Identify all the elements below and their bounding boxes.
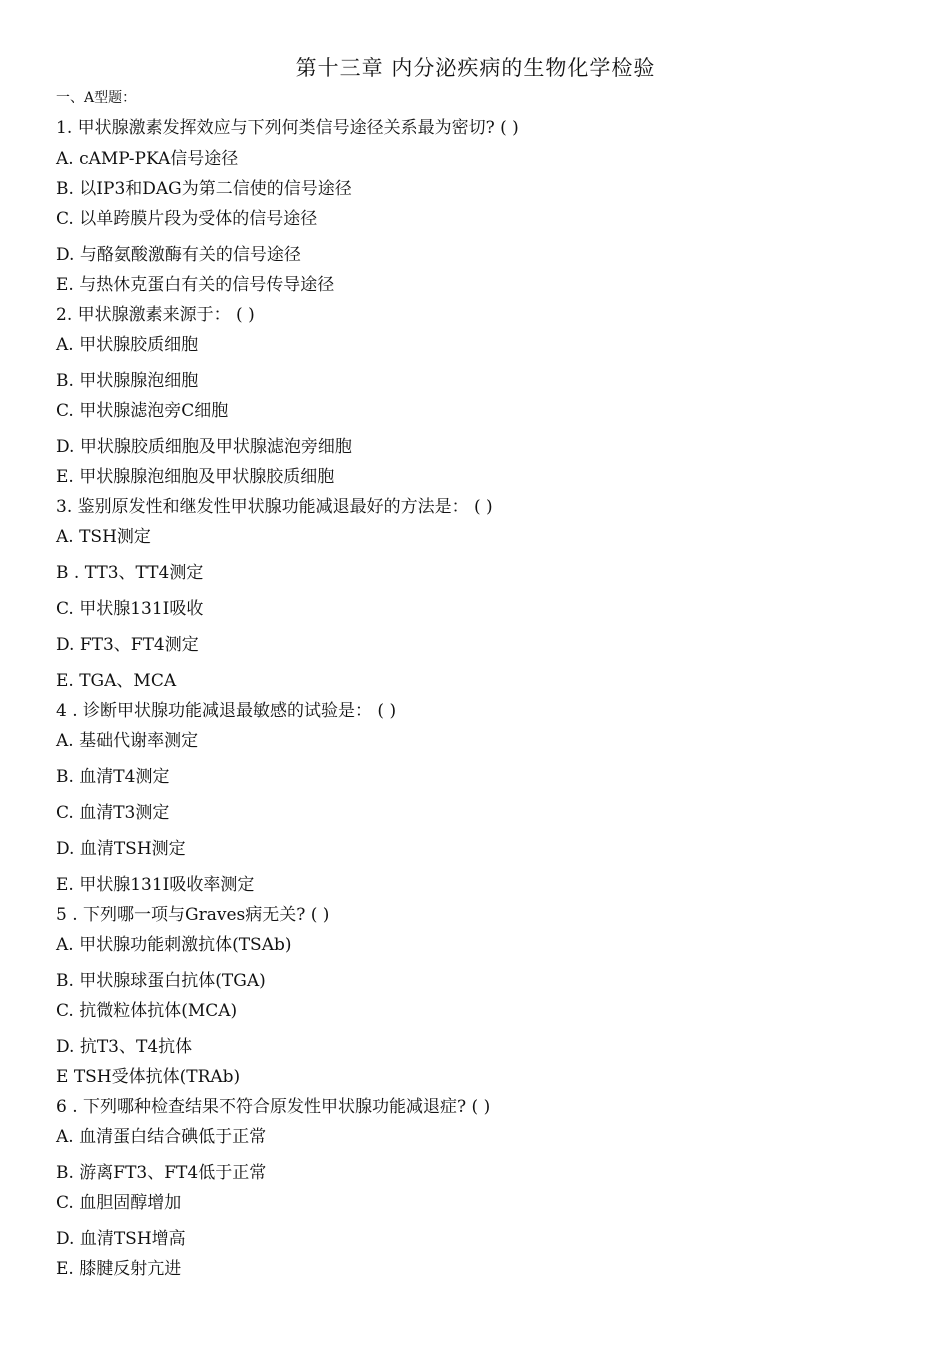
- question-5: 5 . 下列哪一项与Graves病无关? ( ): [56, 905, 330, 925]
- q2-option-a: A. 甲状腺胶质细胞: [56, 335, 199, 355]
- q4-option-b: B. 血清T4测定: [56, 767, 170, 787]
- question-1: 1. 甲状腺激素发挥效应与下列何类信号途径关系最为密切? ( ): [56, 118, 519, 138]
- q4-option-e: E. 甲状腺131I吸收率测定: [56, 875, 255, 895]
- question-6: 6 . 下列哪种检查结果不符合原发性甲状腺功能减退症? ( ): [56, 1097, 491, 1117]
- q6-option-d: D. 血清TSH增高: [56, 1229, 186, 1249]
- q5-option-a: A. 甲状腺功能刺激抗体(TSAb): [56, 935, 292, 955]
- q1-option-c: C. 以单跨膜片段为受体的信号途径: [56, 209, 318, 229]
- q1-option-e: E. 与热休克蛋白有关的信号传导途径: [56, 275, 335, 295]
- question-3: 3. 鉴别原发性和继发性甲状腺功能减退最好的方法是： ( ): [56, 497, 493, 517]
- q5-option-b: B. 甲状腺球蛋白抗体(TGA): [56, 971, 266, 991]
- q2-option-e: E. 甲状腺腺泡细胞及甲状腺胶质细胞: [56, 467, 335, 487]
- q6-option-e: E. 膝腱反射亢进: [56, 1259, 182, 1279]
- q5-option-d: D. 抗T3、T4抗体: [56, 1037, 193, 1057]
- q1-option-a: A. cAMP-PKA信号途径: [56, 149, 239, 169]
- q5-option-c: C. 抗微粒体抗体(MCA): [56, 1001, 238, 1021]
- question-2: 2. 甲状腺激素来源于： ( ): [56, 305, 255, 325]
- q2-option-d: D. 甲状腺胶质细胞及甲状腺滤泡旁细胞: [56, 437, 352, 457]
- q3-option-d: D. FT3、FT4测定: [56, 635, 199, 655]
- page-title: 第十三章 内分泌疾病的生物化学检验: [295, 56, 656, 80]
- q1-option-d: D. 与酪氨酸激酶有关的信号途径: [56, 245, 301, 265]
- q3-option-c: C. 甲状腺131I吸收: [56, 599, 204, 619]
- q1-option-b: B. 以IP3和DAG为第二信使的信号途径: [56, 179, 352, 199]
- question-4: 4 . 诊断甲状腺功能减退最敏感的试验是： ( ): [56, 701, 397, 721]
- q4-option-d: D. 血清TSH测定: [56, 839, 186, 859]
- q2-option-c: C. 甲状腺滤泡旁C细胞: [56, 401, 229, 421]
- q3-option-b: B . TT3、TT4测定: [56, 563, 204, 583]
- q6-option-a: A. 血清蛋白结合碘低于正常: [56, 1127, 267, 1147]
- q4-option-c: C. 血清T3测定: [56, 803, 170, 823]
- q6-option-b: B. 游离FT3、FT4低于正常: [56, 1163, 267, 1183]
- section-heading: 一、A型题：: [56, 90, 137, 106]
- q4-option-a: A. 基础代谢率测定: [56, 731, 199, 751]
- q2-option-b: B. 甲状腺腺泡细胞: [56, 371, 199, 391]
- q6-option-c: C. 血胆固醇增加: [56, 1193, 182, 1213]
- q3-option-e: E. TGA、MCA: [56, 671, 177, 691]
- q5-option-e: E TSH受体抗体(TRAb): [56, 1067, 241, 1087]
- q3-option-a: A. TSH测定: [56, 527, 151, 547]
